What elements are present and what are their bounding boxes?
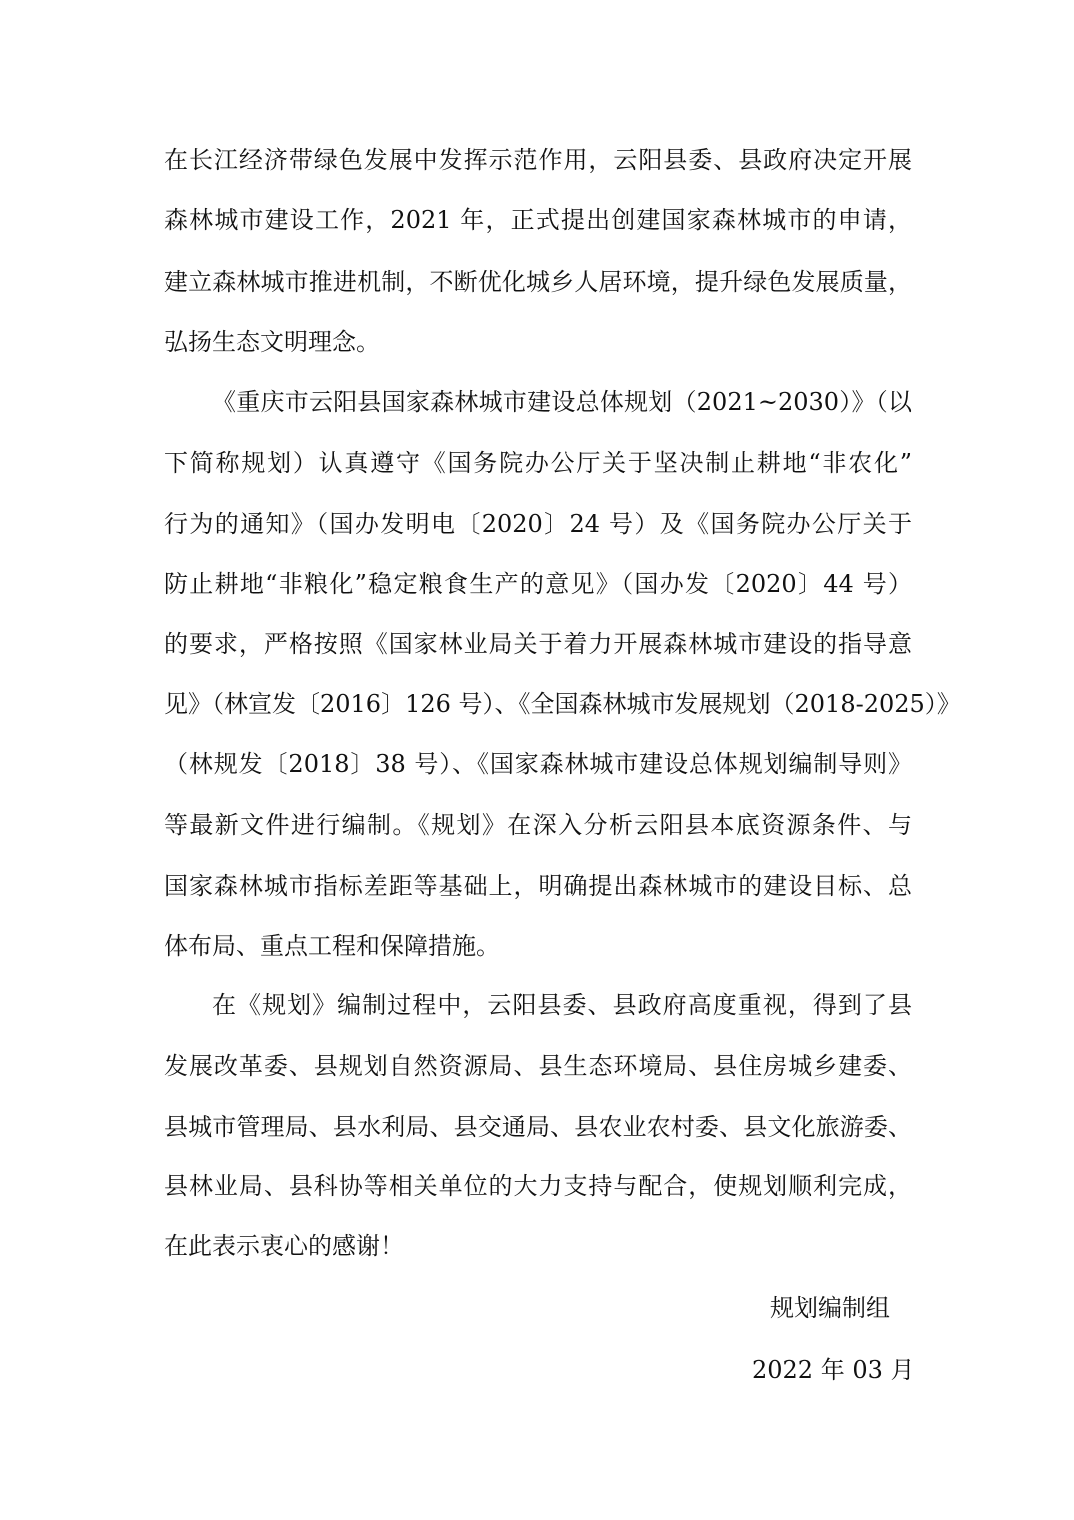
paragraph-1-line-4: 弘扬生态文明理念。 — [164, 328, 380, 356]
paragraph-1-line-1: 在长江经济带绿色发展中发挥示范作用，云阳县委、县政府决定开展 — [164, 146, 912, 174]
signature-date: 2022 年 03 月 — [752, 1356, 915, 1384]
paragraph-2-line-4: 防止耕地“非粮化”稳定粮食生产的意见》（国办发〔2020〕44 号） — [164, 570, 912, 598]
paragraph-2-line-2: 下简称规划）认真遵守《国务院办公厅关于坚决制止耕地“非农化” — [164, 449, 912, 477]
paragraph-3-line-1: 在《规划》编制过程中，云阳县委、县政府高度重视，得到了县 — [212, 991, 912, 1019]
paragraph-3-line-5: 在此表示衷心的感谢！ — [164, 1232, 404, 1260]
paragraph-1-line-3: 建立森林城市推进机制，不断优化城乡人居环境，提升绿色发展质量， — [164, 268, 912, 296]
paragraph-2-line-9: 国家森林城市指标差距等基础上，明确提出森林城市的建设目标、总 — [164, 872, 912, 900]
paragraph-2-line-3: 行为的通知》（国办发明电〔2020〕24 号）及《国务院办公厅关于 — [164, 510, 912, 538]
paragraph-2-line-8: 等最新文件进行编制。《规划》在深入分析云阳县本底资源条件、与 — [164, 811, 912, 839]
paragraph-2-line-6: 见》（林宣发〔2016〕126 号）、《全国森林城市发展规划（2018-2025）》 — [164, 690, 961, 718]
paragraph-2-line-10: 体布局、重点工程和保障措施。 — [164, 932, 500, 960]
paragraph-2-line-7: （林规发〔2018〕38 号）、《国家森林城市建设总体规划编制导则》 — [164, 750, 912, 778]
paragraph-3-line-3: 县城市管理局、县水利局、县交通局、县农业农村委、县文化旅游委、 — [164, 1113, 912, 1141]
paragraph-2-line-5: 的要求，严格按照《国家林业局关于着力开展森林城市建设的指导意 — [164, 630, 912, 658]
paragraph-2-line-1: 《重庆市云阳县国家森林城市建设总体规划（2021~2030）》（以 — [212, 388, 912, 416]
paragraph-1-line-2: 森林城市建设工作，2021 年，正式提出创建国家森林城市的申请， — [164, 206, 912, 234]
paragraph-3-line-4: 县林业局、县科协等相关单位的大力支持与配合，使规划顺利完成， — [164, 1172, 912, 1200]
paragraph-3-line-2: 发展改革委、县规划自然资源局、县生态环境局、县住房城乡建委、 — [164, 1052, 912, 1080]
signature-author: 规划编制组 — [770, 1294, 890, 1322]
